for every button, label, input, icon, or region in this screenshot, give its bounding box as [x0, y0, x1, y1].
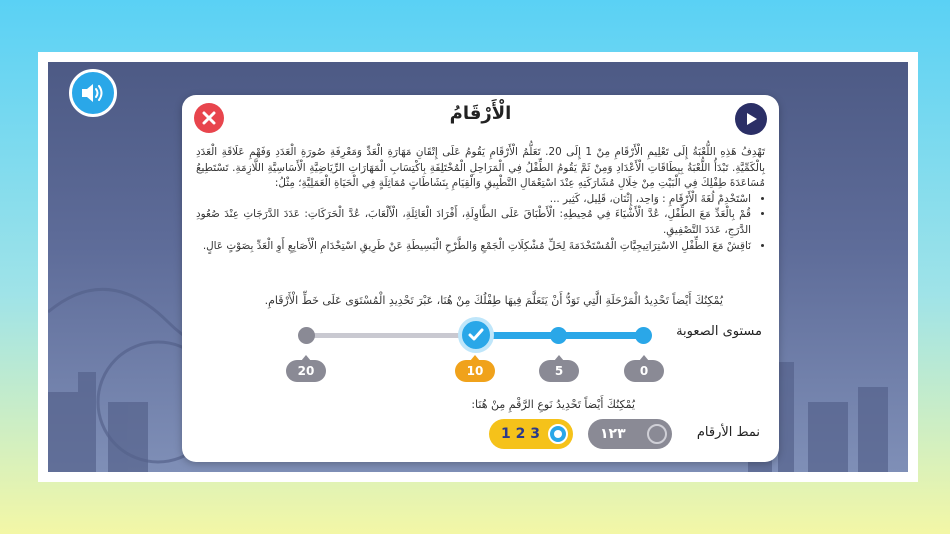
radio-unselected-icon	[647, 424, 667, 444]
western-numerals-option[interactable]	[489, 419, 573, 449]
difficulty-stop-0[interactable]	[635, 327, 652, 344]
sound-button[interactable]	[69, 69, 117, 117]
difficulty-stop-20[interactable]	[298, 327, 315, 344]
number-type-hint: يُمْكِنُكَ أَيْضاً تَحْدِيدُ نَوعِ الرَّقْمِ مِنْ هُنَا:	[471, 398, 635, 411]
eastern-numerals-option[interactable]	[588, 419, 672, 449]
info-panel	[182, 95, 779, 462]
play-icon	[744, 112, 758, 126]
panel-title: الْأَرْقَامُ	[449, 103, 512, 124]
western-numerals-label: 1 2 3	[501, 426, 540, 442]
speaker-icon	[80, 82, 106, 104]
level-bubble-20[interactable]: 20	[286, 360, 326, 382]
difficulty-track-inactive	[306, 333, 476, 338]
level-bubble-5[interactable]: 5	[539, 360, 579, 382]
tip-item: • قُمْ بِالْعَدِّ مَعَ الطِّفْلِ، عُدَّ الْأَشْيَاءَ فِي مُحِيطِهِ: الْأَطْبَاقَ عَلَى الطَّاوِلَةِ، أَفْرَادَ الْعَائِلَةِ، الْأَلْعَابَ، عُدَّ الْحَرَكَاتِ: عَدَدَ الدَّرَجَاتِ عِنْدَ صُعُودِ الدَّرَجِ، عَدَدَ التَّصْفِيقِ.	[196, 207, 751, 238]
level-bubble-10[interactable]: 10	[455, 360, 495, 382]
eastern-numerals-label: ١٢٣	[600, 426, 626, 442]
difficulty-hint: يُمْكِنُكَ أَيْضاً تَحْدِيدُ الْمَرْحَلَةِ الَّتِي تَوَدُّ أَنْ يَتَعَلَّمَ فِيهَا طِفْلُكَ مِنْ هُنَا، عَبْرَ تَحْدِيدِ الْمُسْتَوَى عَلَى خَطِّ الْأَرْقَامِ.	[264, 294, 723, 307]
level-bubble-0[interactable]: 0	[624, 360, 664, 382]
difficulty-stop-5[interactable]	[550, 327, 567, 344]
description-intro: تَهْدِفُ هَذِهِ اللُّعْبَةُ إِلَى تَعْلِيمِ الْأَرْقَامِ مِنْ 1 إِلَى 20. تَعَلُّمُ الْأَرْقَامِ يَقُومُ عَلَى إِتْقَانِ مَهَارَةِ الْعَدِّ وَمَعْرِفَةِ صُورَةِ الْعَدَدِ وَفَهْمِ عَلَاقَةِ الْعَدَدِ بِالْكَمِّيَّةِ. تَبْدَأُ اللُّعْبَةُ بِبِطَاقَاتِ الْأَعْدَادِ وَمِنْ ثَمَّ يَقُومُ الطِّفْلُ فِي الْمَرَاحِلِ الْمُخْتَلِفَةِ بِاكْتِسَابِ الْمَهَارَاتِ الرِّيَاضِيَّةِ الْأَسَاسِيَّةِ اللَّازِمَةِ. تَسْتَطِيعُ مُسَاعَدَةَ طِفْلِكَ فِي الْبَيْتِ مِنْ خِلَالِ مُشَارَكَتِهِ عِنْدَ اسْتِعْمَالِ التَّطْبِيقِ وَالْقِيَامِ بِنَشَاطَاتٍ مُمَاثِلَةٍ فِي الْحَيَاةِ الْعَمَلِيَّةِ؛ مِثْلُ:	[196, 146, 765, 190]
difficulty-slider-handle[interactable]	[458, 317, 494, 353]
difficulty-label: مستوى الصعوبة	[676, 324, 762, 339]
play-button[interactable]	[735, 103, 767, 135]
description	[196, 145, 765, 254]
tip-item: • نَاقِشْ مَعَ الطِّفْلِ الاسْتِرَاتِيجِيَّاتِ الْمُسْتَخْدَمَةَ لِحَلِّ مُشْكِلَاتِ الْجَمْعِ وَالطَّرْحِ الْبَسِيطَةِ عَنْ طَرِيقِ اسْتِخْدَامِ الْأَصَابِعِ أَوِ الْعَدِّ بِصَوْتٍ عَالٍ.	[196, 239, 751, 255]
number-type-label: نمط الأرقام	[696, 425, 760, 440]
check-icon	[468, 328, 484, 342]
radio-selected-icon	[548, 424, 568, 444]
tip-item: • اسْتَخْدِمْ لُغَةَ الْأَرْقَامِ : وَاحِد، إِثْنَان، قَلِيل، كَثِير ...	[196, 192, 751, 208]
tips-list	[196, 192, 765, 254]
